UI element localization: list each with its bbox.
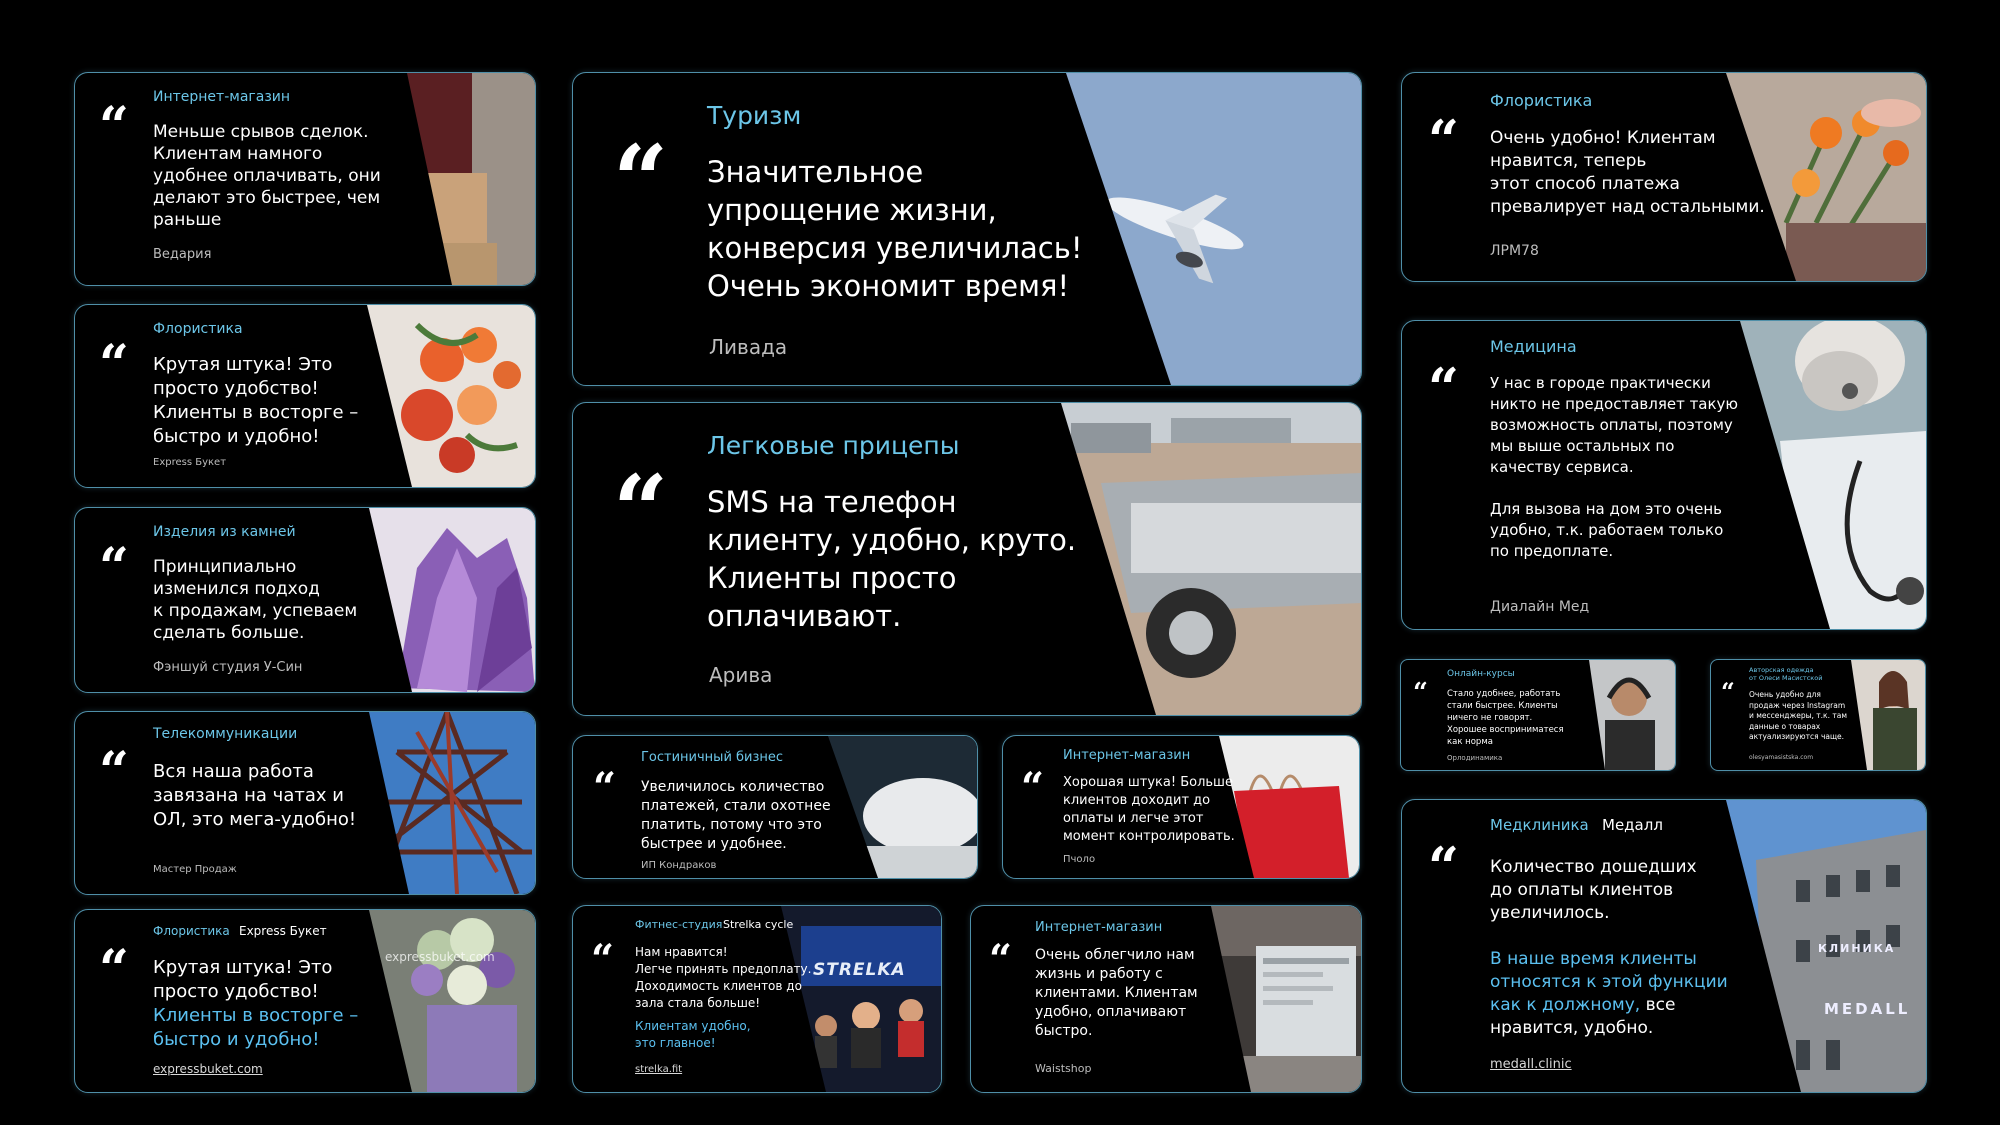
card-quote-text: Стало удобнее, работать стали быстрее. Клиенты ничего не говорят. Хорошее восприниматеся как норма — [1447, 689, 1564, 747]
card-category: Интернет-магазин — [1035, 920, 1163, 935]
card-category: Туризм — [707, 101, 802, 130]
photo-watermark: expressbuket.com — [385, 950, 495, 964]
quote-mark-icon: “ — [99, 96, 129, 157]
photo-doctor-with-mask — [1740, 321, 1926, 629]
card-quote-text: Меньше срывов сделок. Клиентам намного удобнее оплачивать, они делают это быстрее, чем раньше — [153, 122, 381, 230]
photo-man-with-headphones — [1579, 660, 1675, 770]
card-category: Флористика — [153, 924, 230, 938]
testimonial-card-online-courses — [1400, 659, 1676, 771]
testimonial-card-medclinic — [1401, 799, 1927, 1093]
card-author: Арива — [709, 663, 773, 687]
card-category: Изделия из камней — [153, 524, 296, 540]
card-category: Фитнес-студия — [635, 918, 723, 931]
card-author: Диалайн Мед — [1490, 599, 1590, 615]
card-category: Телекоммуникации — [153, 726, 298, 742]
testimonial-card-trailers — [572, 402, 1362, 716]
testimonial-card-floristry-express — [74, 304, 536, 488]
card-website-link[interactable]: strelka.fit — [635, 1064, 683, 1075]
quote-mark-icon: “ — [99, 537, 129, 598]
testimonial-card-ecommerce-pcholo — [1002, 735, 1360, 879]
photo-airplane-in-sky — [1061, 73, 1361, 385]
photo-telecom-tower — [357, 712, 535, 894]
testimonial-card-stones — [74, 507, 536, 693]
quote-mark-icon: “ — [593, 764, 617, 811]
photo-building-sign: MEDALL — [1824, 1000, 1911, 1018]
card-quote-highlight: Клиентам удобно, это главное! — [635, 1019, 751, 1050]
card-quote-highlight: Клиенты в восторге – быстро и удобно! — [153, 1005, 359, 1050]
card-quote-text: Очень удобно для продаж через Instagram и мессенджеры, т.к. там данные о товарах актуализируются чаще. — [1749, 690, 1847, 741]
card-author: Ведария — [153, 247, 212, 262]
card-category: Флористика — [153, 321, 243, 337]
card-quote-text: У нас в городе практически никто не предоставляет такую возможность оплаты, поэтому мы выше остальных по качеству сервиса. Для вызова на дом это очень удобно, т.к. работаем только по предоплате. — [1490, 374, 1739, 560]
card-author: olesyamasistska.com — [1749, 754, 1814, 761]
quote-mark-icon: “ — [613, 454, 669, 567]
photo-car-trailers — [1061, 403, 1361, 715]
testimonial-card-floristry-express-2 — [74, 909, 536, 1093]
quote-mark-icon: “ — [1428, 108, 1460, 172]
quote-mark-icon: “ — [99, 939, 129, 1000]
card-quote-text: Количество дошедших до оплаты клиентов увеличилось. — [1490, 857, 1697, 923]
card-author: ИП Кондраков — [641, 860, 717, 871]
card-category: Гостиничный бизнес — [641, 750, 784, 765]
quote-mark-icon: “ — [1721, 677, 1735, 706]
card-website-link[interactable]: expressbuket.com — [153, 1062, 263, 1076]
photo-hotel-pillow — [823, 736, 977, 878]
card-category: Интернет-магазин — [153, 89, 291, 105]
card-author: Мастер Продаж — [153, 864, 237, 875]
card-quote-text: Значительное упрощение жизни, конверсия увеличилась! Очень экономит время! — [707, 155, 1083, 303]
photo-studio-sign: STRELKA — [813, 960, 906, 980]
testimonial-card-designer-clothing — [1710, 659, 1926, 771]
card-author: Ливада — [709, 335, 788, 359]
card-quote-text: Нам нравится! Легче принять предоплату. Доходимость клиентов до зала стала больше! — [635, 945, 812, 1010]
card-brand: Медалл — [1602, 816, 1663, 834]
quote-mark-icon: “ — [989, 936, 1013, 983]
card-category: Медицина — [1490, 337, 1577, 356]
card-quote-text: Крутая штука! Это просто удобство! Клиенты в восторге – быстро и удобно! — [153, 354, 359, 447]
card-category: Медклиника — [1490, 816, 1589, 834]
testimonial-card-ecommerce-vedaria — [74, 72, 536, 286]
card-author: Фэншуй студия У-Син — [153, 660, 303, 675]
testimonial-card-hotel — [572, 735, 978, 879]
testimonial-card-medicine — [1401, 320, 1927, 630]
card-quote-tail: все нравится, удобно. — [1490, 995, 1676, 1038]
card-brand: Express Букет — [239, 924, 327, 938]
card-quote-continuation — [1490, 948, 1728, 1040]
quote-mark-icon: “ — [99, 741, 129, 802]
quote-mark-icon: “ — [1428, 356, 1460, 420]
quote-mark-icon: “ — [1413, 678, 1428, 708]
card-quote-text: Очень удобно! Клиентам нравится, теперь этот способ платежа превалирует над остальными. — [1490, 128, 1765, 217]
card-quote-text: Увеличилось количество платежей, стали охотнее платить, потому что это быстрее и удобнее. — [641, 779, 831, 852]
card-quote-highlight: В наше время клиенты относятся к этой функции как к должному, — [1490, 949, 1728, 1015]
card-quote-text: Очень облегчило нам жизнь и работу с клиентами. Клиентам удобно, оплачивают быстро. — [1035, 947, 1198, 1039]
card-author: Пчоло — [1063, 854, 1096, 865]
card-brand: Strelka cycle — [723, 918, 794, 931]
quote-mark-icon: “ — [1021, 764, 1045, 811]
photo-building-sign: КЛИНИКА — [1818, 942, 1896, 955]
card-author: Express Букет — [153, 457, 227, 468]
card-category: Флористика — [1490, 91, 1593, 110]
photo-amethyst-crystal — [357, 508, 535, 692]
photo-laptop-screen — [1211, 906, 1361, 1092]
card-quote-text: Принципиально изменился подход к продажам, успеваем сделать больше. — [153, 557, 358, 643]
card-category: Онлайн-курсы — [1447, 669, 1515, 679]
card-quote-text: SMS на телефон клиенту, удобно, круто. Клиенты просто оплачивают. — [707, 485, 1077, 633]
photo-woman-on-phone — [1843, 660, 1925, 770]
card-category: Авторская одежда от Олеси Масистской — [1749, 666, 1823, 682]
card-author: Орлодинамика — [1447, 754, 1503, 762]
quote-mark-icon: “ — [613, 124, 669, 237]
card-quote-text: Вся наша работа завязана на чатах и ОЛ, это мега-удобно! — [153, 761, 357, 830]
quote-mark-icon: “ — [99, 334, 129, 395]
photo-flowers-in-box — [357, 910, 535, 1092]
testimonial-card-tourism — [572, 72, 1362, 386]
photo-clinic-building — [1726, 800, 1926, 1092]
card-quote-text: Хорошая штука! Больше клиентов доходит до оплаты и легче этот момент контролировать. — [1063, 775, 1235, 844]
testimonial-card-waistshop — [970, 905, 1362, 1093]
photo-orange-roses-bouquet — [357, 305, 535, 487]
quote-mark-icon: “ — [1428, 835, 1460, 899]
card-author: Waistshop — [1035, 1062, 1092, 1075]
card-category: Интернет-магазин — [1063, 748, 1191, 763]
card-category: Легковые прицепы — [707, 431, 960, 460]
testimonial-card-floristry-lrm — [1401, 72, 1927, 282]
quote-mark-icon: “ — [591, 936, 615, 983]
testimonial-card-telecom — [74, 711, 536, 895]
testimonial-card-fitness — [572, 905, 942, 1093]
photo-person-packing-box — [357, 73, 535, 285]
card-website-link[interactable]: medall.clinic — [1490, 1057, 1572, 1072]
card-author: ЛРМ78 — [1490, 243, 1539, 259]
card-quote-text: Крутая штука! Это просто удобство! — [153, 957, 333, 1002]
